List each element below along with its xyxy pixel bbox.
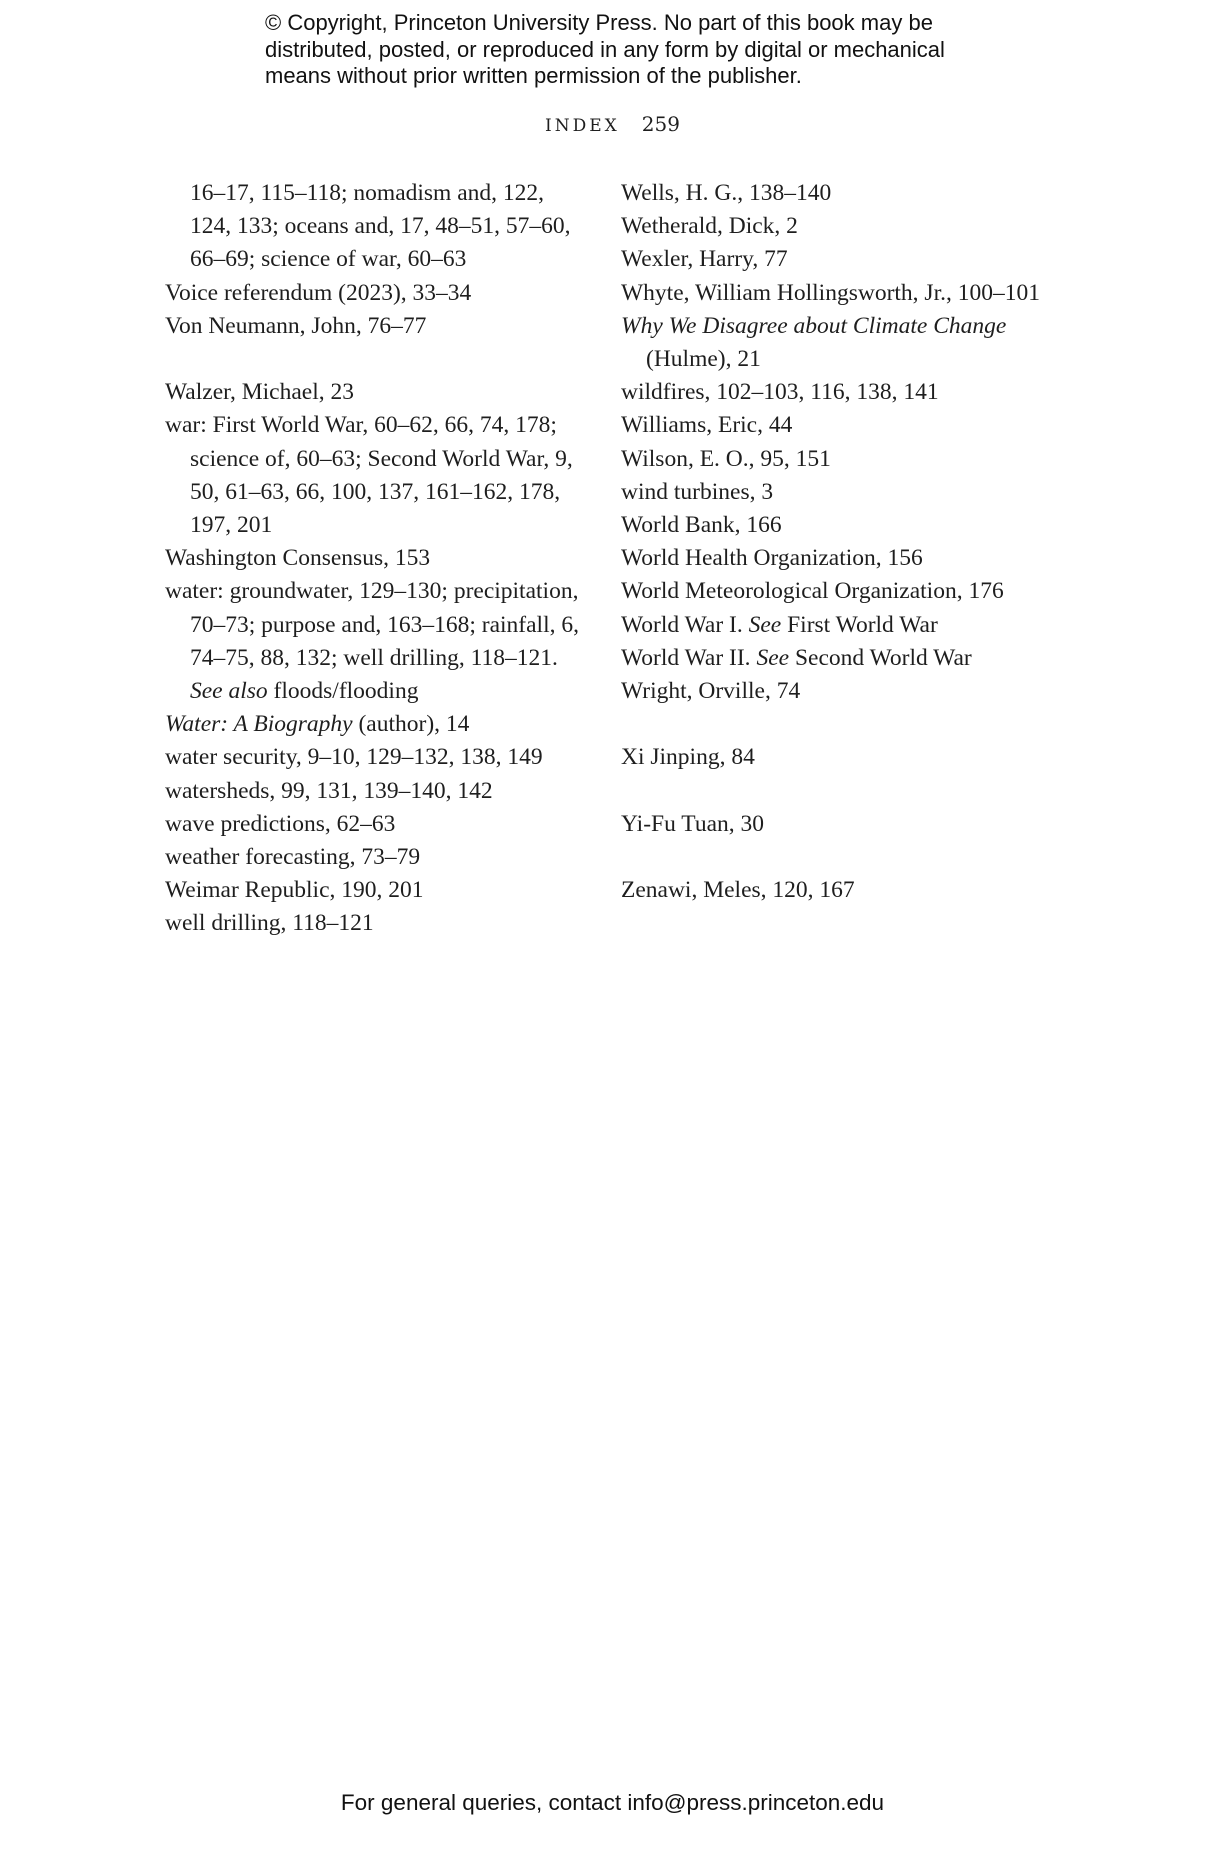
cross-reference: First World War: [787, 611, 938, 638]
index-entry: [621, 609, 1041, 642]
index-entry: weather forecasting, 73–79: [165, 844, 421, 871]
index-entry: Weimar Republic, 190, 201: [165, 877, 424, 904]
index-entry: Washington Consensus, 153: [165, 545, 431, 572]
index-entry: Wetherald, Dick, 2: [621, 213, 798, 240]
index-entry: water security, 9–10, 129–132, 138, 149: [165, 744, 543, 771]
index-entry: Voice referendum (2023), 33–34: [165, 279, 472, 306]
entry-text: (Hulme), 21: [646, 346, 761, 373]
index-entry: watersheds, 99, 131, 139–140, 142: [165, 777, 493, 804]
entry-text: World War II.: [621, 644, 751, 671]
book-title: Water: A Biography: [165, 711, 353, 738]
see-label: See: [748, 611, 782, 638]
running-head: [0, 112, 1225, 136]
letter-group-gap: [621, 708, 1041, 741]
index-entry: Wexler, Harry, 77: [621, 246, 788, 273]
copyright-notice: [265, 10, 1025, 90]
index-entry: Von Neumann, John, 76–77: [165, 312, 427, 339]
index-entry: [165, 575, 580, 708]
book-title: Why We Disagree about Climate Change: [621, 312, 1007, 339]
index-entry: Whyte, William Hollingsworth, Jr., 100–101: [621, 279, 1040, 306]
see-also-label: See also: [190, 678, 268, 705]
page-number: 259: [641, 112, 680, 136]
index-entry: Wells, H. G., 138–140: [621, 180, 832, 206]
letter-group-gap: [621, 841, 1041, 874]
see-label: See: [756, 644, 790, 671]
cross-reference: floods/flooding: [273, 678, 419, 705]
index-entry: wildfires, 102–103, 116, 138, 141: [621, 379, 939, 406]
footer-contact: For general queries, contact info@press.princeton.edu: [340, 1790, 885, 1815]
entry-text: World War I.: [621, 611, 743, 638]
copyright-line: means without prior written permission of the publisher.: [265, 63, 802, 88]
index-entry: Williams, Eric, 44: [621, 412, 793, 439]
letter-group-gap: [165, 343, 580, 376]
letter-group-gap: [621, 775, 1041, 808]
index-entry: Xi Jinping, 84: [621, 744, 755, 771]
index-entry: Walzer, Michael, 23: [165, 379, 354, 406]
index-column-left: [165, 177, 580, 941]
index-entry: World Meteorological Organization, 176: [621, 578, 1004, 605]
copyright-line: distributed, posted, or reproduced in any form by digital or mechanical: [265, 36, 945, 62]
entry-text: (author), 14: [358, 711, 470, 738]
index-entry: [621, 310, 1041, 376]
index-entry: wave predictions, 62–63: [165, 810, 396, 837]
index-entry: [165, 708, 580, 741]
index-entry: 16–17, 115–118; nomadism and, 122, 124, 133; oceans and, 17, 48–51, 57–60, 66–69; science of war, 60–63: [190, 180, 571, 273]
cross-reference: Second World War: [794, 644, 972, 671]
index-entry: World Bank, 166: [621, 512, 782, 539]
copyright-line: © Copyright, Princeton University Press. No part of this book may be: [265, 10, 933, 35]
index-entry: Zenawi, Meles, 120, 167: [621, 877, 855, 904]
index-column-right: [621, 177, 1041, 907]
index-entry: Wilson, E. O., 95, 151: [621, 445, 831, 472]
index-entry: well drilling, 118–121: [165, 910, 374, 937]
entry-text: water: groundwater, 129–130; precipitation, 70–73; purpose and, 163–168; rainfall, 6, 74–75, 88, 132; well drilling, 118–121.: [165, 578, 579, 671]
section-label: INDEX: [545, 116, 620, 136]
index-entry: World Health Organization, 156: [621, 545, 923, 572]
index-entry: war: First World War, 60–62, 66, 74, 178; science of, 60–63; Second World War, 9, 50, 61–63, 66, 100, 137, 161–162, 178, 197, 201: [165, 412, 573, 539]
index-entry: Yi-Fu Tuan, 30: [621, 810, 765, 837]
index-entry: Wright, Orville, 74: [621, 678, 801, 705]
index-entry: wind turbines, 3: [621, 478, 774, 505]
index-entry: [621, 642, 1041, 675]
